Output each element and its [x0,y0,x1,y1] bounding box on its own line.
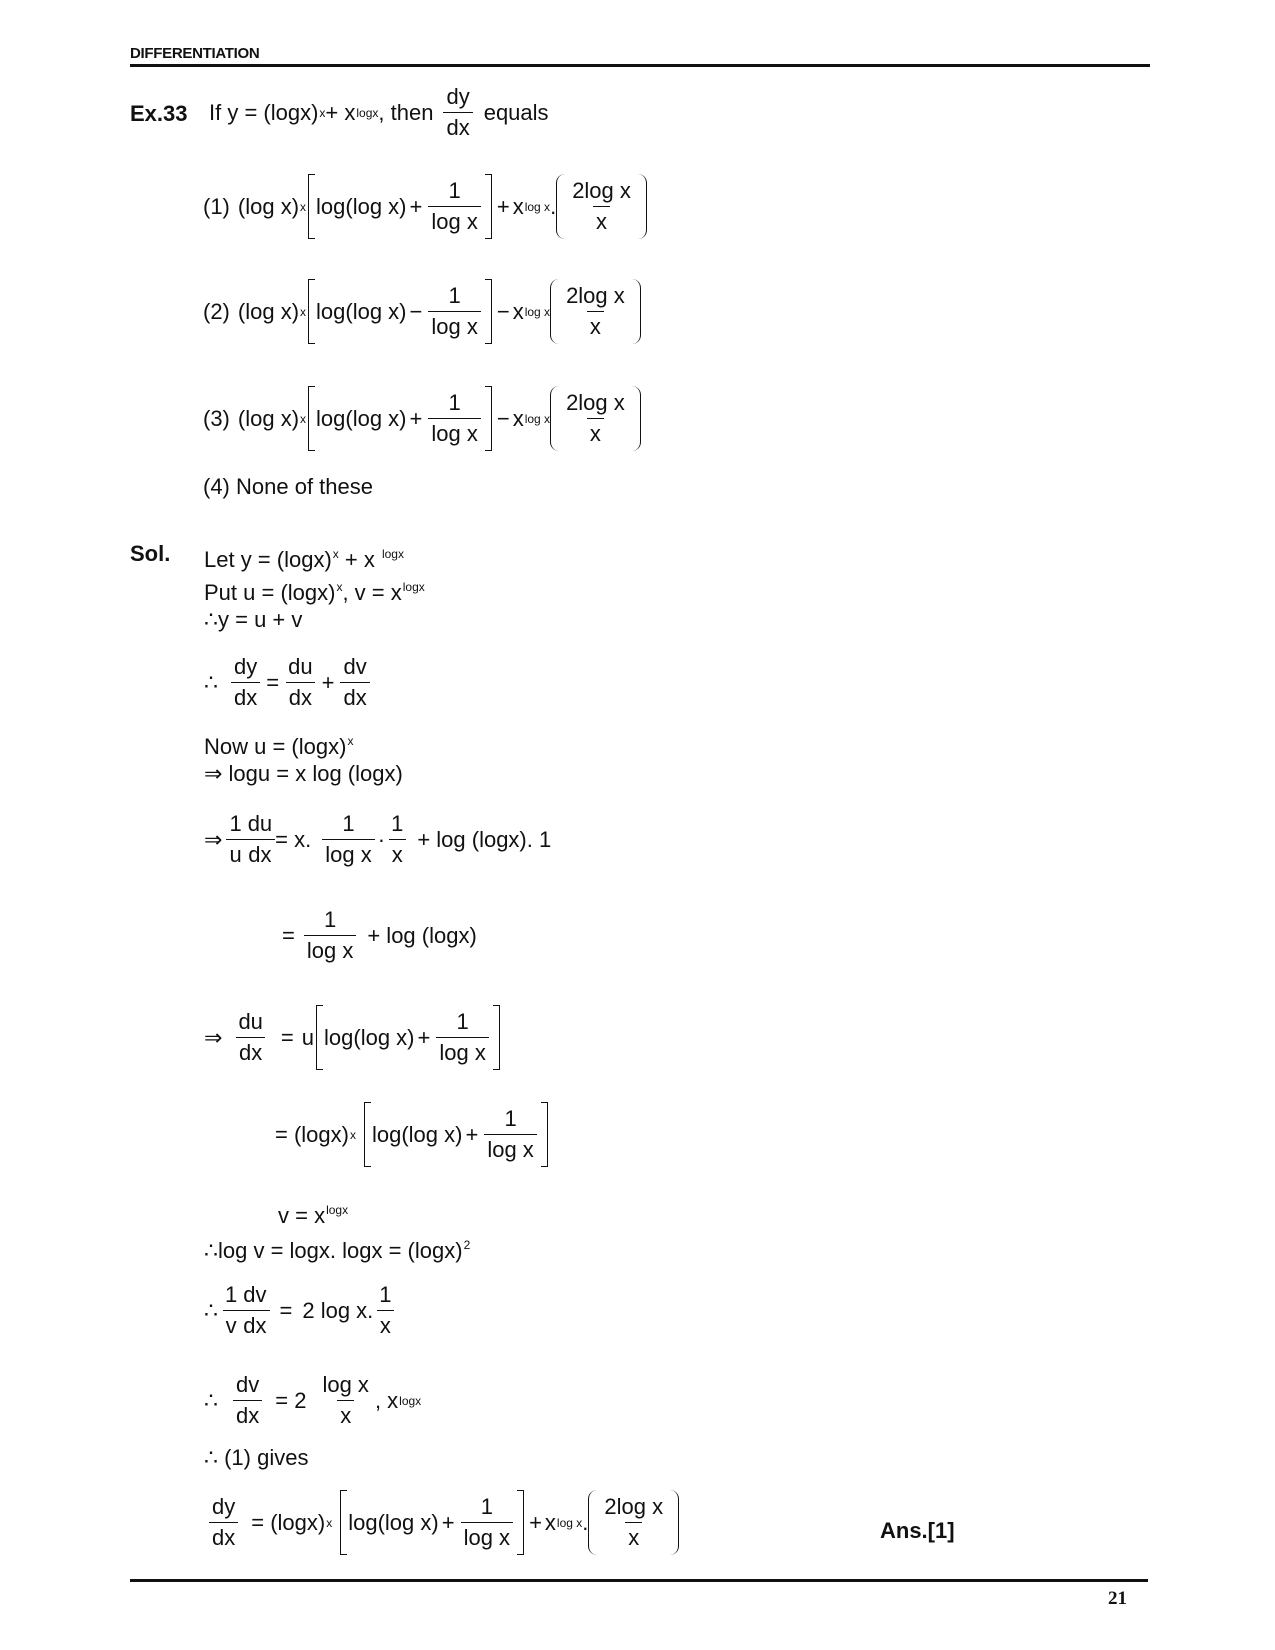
frac-numerator: 1 [448,390,461,415]
fraction [428,283,480,340]
sup: 2 [463,1238,471,1252]
fraction [245,811,275,868]
frac-denominator: dx [236,1037,265,1066]
operator: = [266,669,280,695]
sol-line-13 [204,1282,398,1339]
sup: logx [399,1393,422,1408]
sol-line-6: ⇒ logu = x log (logx) [204,761,403,786]
option-x-sup: log x [524,304,551,319]
option-x: x [512,298,524,324]
question-stem [209,84,549,141]
frac-numerator: 1 [480,1494,493,1519]
fraction [240,1282,269,1339]
sol-line-10 [275,1106,550,1163]
option-base: (log x) [237,298,300,324]
sol-line-15: ∴ (1) gives [204,1445,309,1470]
operator: = [280,1024,294,1050]
frac-numerator: log x [322,1372,369,1397]
fraction [569,178,634,235]
bracket-group [308,390,492,447]
paren-group [588,1494,679,1551]
frac-denominator: x [389,839,406,868]
fraction [231,654,260,711]
option-3 [203,390,641,447]
text: , x [374,1387,399,1413]
frac-denominator: x [337,1400,354,1429]
frac-denominator: x [587,311,604,340]
frac-numerator: 1 [342,811,355,836]
stem-sup-2: logx [356,105,379,120]
sup: log x [556,1515,583,1530]
sol-line-7 [204,811,551,868]
option-1 [203,178,647,235]
frac-denominator: x [587,418,604,447]
text: + x [338,547,381,572]
therefore-symbol: ∴ [204,1387,218,1413]
header-rule [130,64,1150,67]
operator: + [529,1509,542,1535]
frac-denominator: x [625,1522,642,1551]
frac-numerator: dv [243,1282,267,1307]
option-number: (1) [203,193,230,219]
fraction [563,283,628,340]
frac-denominator: dx [286,682,315,711]
sol-line-12 [204,1232,470,1264]
sup: x [349,1127,356,1142]
text: = 2 [275,1387,307,1413]
fraction [601,1494,666,1551]
fraction [563,390,628,447]
dot: · [377,826,386,852]
operator: = [282,922,295,948]
sol-line-16 [206,1494,679,1551]
text: Put u = (logx) [204,580,336,605]
frac-numerator: 2log x [566,283,625,308]
text: = (logx) [251,1509,326,1535]
fraction [304,907,356,964]
sol-line-8 [282,907,477,964]
sup: x [347,734,354,748]
fraction [235,1009,265,1066]
fraction [428,390,480,447]
dot: . [582,1509,589,1535]
frac-denominator: log x [428,418,480,447]
frac-denominator: dx [233,1400,262,1429]
option-base: (log x) [237,405,300,431]
text: x [544,1509,556,1535]
frac-denominator: dx [231,682,260,711]
bracket-inner: log(log x) [371,1121,463,1147]
frac-denominator: dx [443,112,472,141]
sol-line-3: ∴y = u + v [204,607,303,632]
fraction [209,1494,238,1551]
frac-numerator: 1 [448,178,461,203]
sol-line-9 [204,1009,502,1066]
fraction [461,1494,513,1551]
text: + log (logx) [367,922,477,948]
therefore-symbol: ∴ [204,1297,218,1323]
question-label: Ex.33 [130,101,188,126]
option-base-sup: x [300,199,307,214]
frac-numerator: dv [236,1372,260,1397]
bracket-group [364,1106,548,1163]
footer-rule [130,1579,1148,1582]
operator: + [417,1024,431,1050]
frac-numerator: 1 [379,1282,392,1307]
frac-numerator: dy [446,84,470,109]
frac-numerator: 2log x [604,1494,664,1519]
option-x: x [512,193,524,219]
implies-symbol: ⇒ [204,826,223,852]
frac-numerator: 1 [504,1106,517,1131]
frac-denominator: log x [322,839,374,868]
fraction [388,811,406,868]
frac-denominator: v [223,1310,240,1339]
sup: x [326,1515,333,1530]
fraction [285,654,315,711]
text: Now u = (logx) [204,734,347,759]
frac-numerator: dy [212,1494,236,1519]
sol-line-11 [278,1197,348,1229]
fraction [436,1009,488,1066]
text: u [301,1024,315,1050]
bracket-inner: log(log x) [316,298,407,324]
bracket-group [340,1494,524,1551]
sup: logx [326,1203,349,1217]
stem-suffix: equals [483,99,549,125]
option-x-sup: log x [524,199,551,214]
frac-denominator: x [377,1310,394,1339]
solution-label: Sol. [130,541,171,566]
frac-numerator: du [247,811,273,836]
operator: = [279,1297,293,1323]
frac-numerator: 1 [229,811,242,836]
operator: + [409,193,423,219]
frac-numerator: du [238,1009,263,1034]
sol-line-1 [204,541,404,573]
option-base: (log x) [237,193,300,219]
paren-group [556,178,647,235]
bracket-inner: log(log x) [348,1509,439,1535]
operator: − [496,298,510,324]
frac-numerator: 2log x [566,390,625,415]
text: = (logx) [275,1121,349,1147]
bracket-group [308,178,492,235]
option-x: x [512,405,524,431]
text: 2 log x. [302,1297,374,1323]
option-number: (2) [203,298,230,324]
sup: logx [402,580,425,594]
stem-mid: + x [325,99,356,125]
bracket-inner: log(log x) [324,1024,415,1050]
frac-numerator: 1 [448,283,461,308]
sol-line-5 [204,728,353,760]
fraction [222,1282,240,1339]
operator: + [409,405,423,431]
frac-numerator: dy [234,654,258,679]
sup: logx [381,547,404,561]
sup: x [336,580,343,594]
frac-denominator: log x [484,1134,536,1163]
text: + log (logx). 1 [417,826,552,852]
dot: . [550,193,557,219]
implies-symbol: ⇒ [204,1024,223,1050]
option-2 [203,283,641,340]
sol-line-14 [204,1372,421,1429]
frac-numerator: 1 [225,1282,238,1307]
operator: − [409,298,423,324]
option-number: (4) [203,474,230,499]
text: Let y = (logx) [204,547,332,572]
frac-denominator: dx [245,839,274,868]
option-4 [203,474,373,500]
frac-denominator: log x [304,935,356,964]
deriv-fraction [443,84,472,141]
frac-denominator: log x [436,1037,488,1066]
stem-sup-1: x [319,105,326,120]
text: ∴log v = logx. logx = (logx) [204,1238,463,1263]
frac-numerator: 1 [456,1009,469,1034]
bracket-group [316,1009,500,1066]
option-text: None of these [236,474,373,499]
page-number: 21 [1108,1588,1127,1609]
frac-numerator: 2log x [572,178,631,203]
operator: + [465,1121,479,1147]
operator: + [496,193,510,219]
fraction [233,1372,262,1429]
frac-denominator: dx [209,1522,238,1551]
frac-denominator: log x [428,311,480,340]
sup: x [332,547,339,561]
option-number: (3) [203,405,230,431]
option-x-sup: log x [524,411,551,426]
therefore-symbol: ∴ [204,669,218,695]
operator: − [496,405,510,431]
fraction [484,1106,536,1163]
option-base-sup: x [300,304,307,319]
paren-group [550,390,641,447]
frac-denominator: log x [428,206,480,235]
chapter-header: DIFFERENTIATION [130,45,260,62]
fraction [226,811,244,868]
bracket-inner: log(log x) [316,193,407,219]
frac-numerator: 1 [391,811,404,836]
paren-group [550,283,641,340]
bracket-inner: log(log x) [316,405,407,431]
operator: + [321,669,335,695]
bracket-group [308,283,492,340]
fraction [340,654,369,711]
fraction [319,1372,371,1429]
fraction [428,178,480,235]
option-base-sup: x [300,411,307,426]
frac-numerator: 1 [323,907,337,932]
frac-numerator: dv [343,654,367,679]
sol-line-4 [204,654,373,711]
text: , v = x [342,580,402,605]
stem-prefix: If y = (logx) [209,99,319,125]
sol-line-2 [204,574,425,606]
frac-numerator: du [288,654,313,679]
frac-denominator: dx [240,1310,269,1339]
fraction [376,1282,394,1339]
operator: + [441,1509,455,1535]
text: v = x [278,1203,326,1228]
frac-denominator: dx [340,682,369,711]
stem-then: , then [378,99,434,125]
fraction [322,811,374,868]
text: = x. [275,826,312,852]
frac-denominator: u [226,839,244,868]
frac-denominator: x [593,206,610,235]
frac-denominator: log x [461,1522,513,1551]
answer-label: Ans.[1] [880,1518,955,1543]
